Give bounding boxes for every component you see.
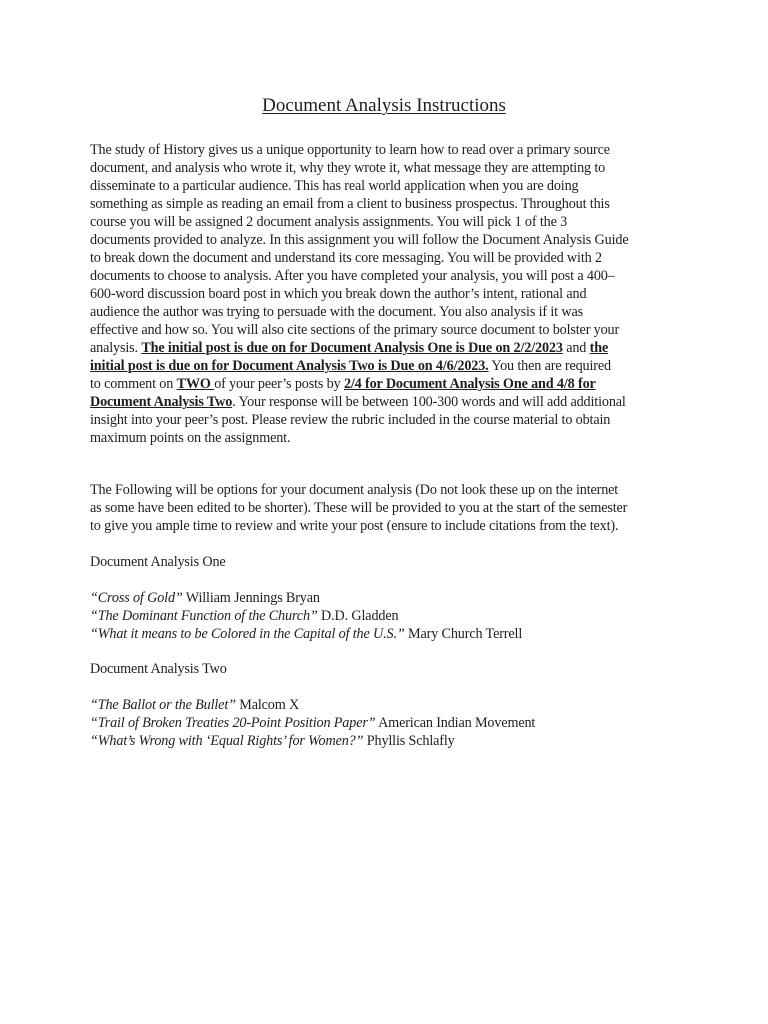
paragraph-1-line: documents provided to analyze. In this assignment you will follow the Document Analysis Guide <box>90 232 629 248</box>
group-two-heading: Document Analysis Two <box>90 661 227 677</box>
document-author: D.D. Gladden <box>317 608 399 624</box>
text-run: . Your response will be between 100-300 words and will add additional <box>232 394 626 410</box>
paragraph-1-line: disseminate to a particular audience. This has real world application when you are doing <box>90 178 579 194</box>
document-title-italic: “The Dominant Function of the Church” <box>90 608 318 624</box>
due-date-two: initial post is due on for Document Analysis Two is Due on 4/6/2023. <box>90 358 489 374</box>
paragraph-1-line <box>90 357 611 375</box>
paragraph-1-line <box>90 375 596 393</box>
list-item <box>90 589 320 607</box>
paragraph-1-line: effective and how so. You will also cite sections of the primary source document to bolster your <box>90 322 620 338</box>
emphasis-two: TWO <box>176 376 215 392</box>
document-author: Malcom X <box>235 697 300 713</box>
paragraph-1-line: documents to choose to analysis. After you have completed your analysis, you will post a 400– <box>90 268 615 284</box>
paragraph-1-line: course you will be assigned 2 document analysis assignments. You will pick 1 of the 3 <box>90 214 568 230</box>
document-title-italic: “Trail of Broken Treaties 20-Point Position Paper” <box>90 715 376 731</box>
paragraph-2-line: to give you ample time to review and write your post (ensure to include citations from the text). <box>90 518 619 534</box>
document-author: American Indian Movement <box>375 715 536 731</box>
response-due-dates-cont: Document Analysis Two <box>90 394 233 410</box>
document-author: William Jennings Bryan <box>182 590 320 606</box>
paragraph-1-line: The study of History gives us a unique opportunity to learn how to read over a primary source <box>90 142 610 158</box>
list-item <box>90 732 455 750</box>
document-author: Mary Church Terrell <box>404 626 523 642</box>
document-title-italic: “The Ballot or the Bullet” <box>90 697 236 713</box>
paragraph-1-line: insight into your peer’s post. Please review the rubric included in the course material to obtain <box>90 412 611 428</box>
paragraph-1-line: audience the author was trying to persuade with the document. You also analysis if it was <box>90 304 583 320</box>
text-run: analysis. <box>90 340 142 356</box>
document-title: Document Analysis Instructions <box>262 95 506 116</box>
text-run: You then are required <box>488 358 611 374</box>
paragraph-1-line <box>90 339 608 357</box>
text-run: and <box>562 340 590 356</box>
paragraph-1-line <box>90 393 626 411</box>
document-title-italic: “What’s Wrong with ‘Equal Rights’ for Women?” <box>90 733 364 749</box>
list-item <box>90 714 535 732</box>
text-run: of your peer’s posts by <box>214 376 344 392</box>
paragraph-1-line: something as simple as reading an email from a client to business prospectus. Throughout this <box>90 196 610 212</box>
document-title-italic: “Cross of Gold” <box>90 590 183 606</box>
due-date-one: The initial post is due on for Document Analysis One is Due on 2/2/2023 <box>141 340 563 356</box>
list-item <box>90 696 299 714</box>
list-item <box>90 625 522 643</box>
paragraph-1-line: maximum points on the assignment. <box>90 430 291 446</box>
text-run: to comment on <box>90 376 177 392</box>
paragraph-1-line: to break down the document and understand its core messaging. You will be provided with 2 <box>90 250 602 266</box>
list-item <box>90 607 398 625</box>
paragraph-2-line: as some have been edited to be shorter). These will be provided to you at the start of the semester <box>90 500 628 516</box>
document-title-italic: “What it means to be Colored in the Capital of the U.S.” <box>90 626 405 642</box>
paragraph-2-line: The Following will be options for your document analysis (Do not look these up on the internet <box>90 482 619 498</box>
emphasis-text: the <box>589 340 609 356</box>
response-due-dates: 2/4 for Document Analysis One and 4/8 for <box>343 376 596 392</box>
paragraph-1-line: 600-word discussion board post in which you break down the author’s intent, rational and <box>90 286 587 302</box>
group-one-heading: Document Analysis One <box>90 554 226 570</box>
document-author: Phyllis Schlafly <box>363 733 455 749</box>
paragraph-1-line: document, and analysis who wrote it, why they wrote it, what message they are attempting to <box>90 160 606 176</box>
